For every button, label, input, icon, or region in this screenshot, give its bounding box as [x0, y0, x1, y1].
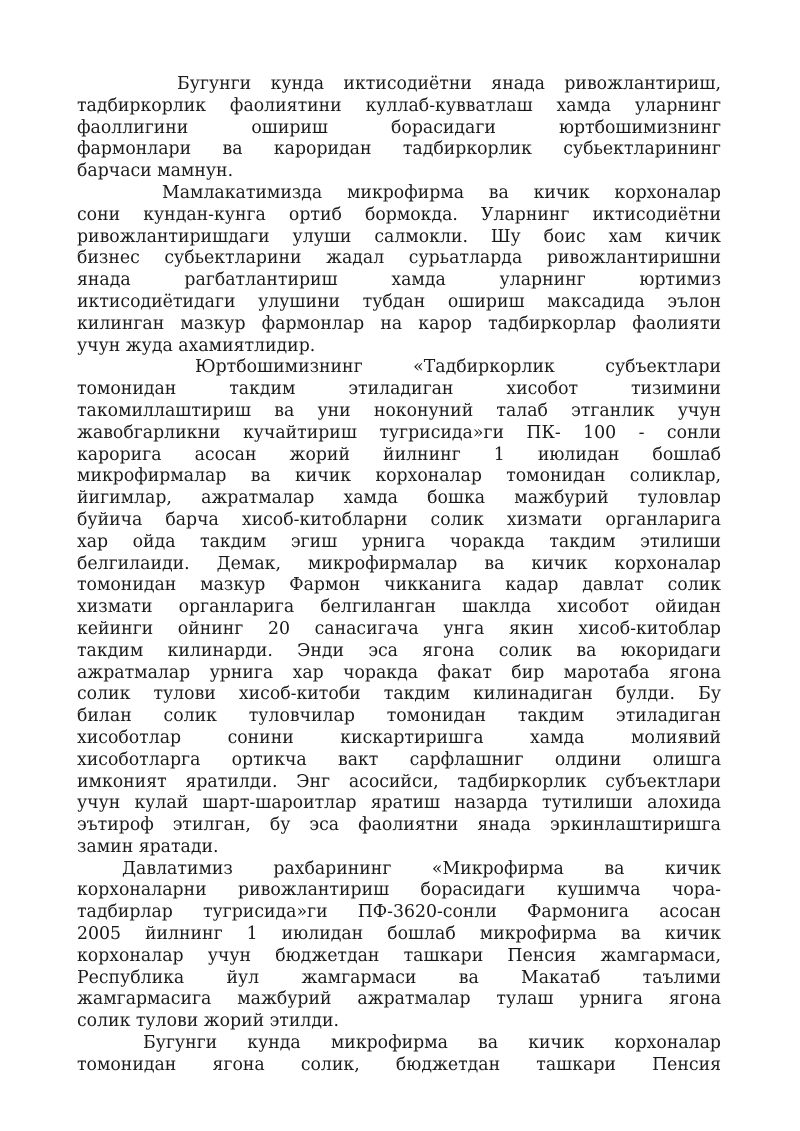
text-line: Мамлакатимизда микрофирма ва кичик корхоналар	[162, 182, 721, 203]
paragraph	[77, 183, 721, 357]
text-line: учун кулай шарт-шароитлар яратиш назарда тутилиши алохида	[77, 793, 721, 814]
paragraph	[77, 74, 721, 183]
document-body	[77, 74, 721, 1077]
text-line: фаоллигини ошириш борасидаги юртбошимизнинг	[77, 117, 721, 138]
text-line: жавобгарликни кучайтириш тугрисида»ги ПК- 100 - сонли	[77, 422, 721, 443]
text-line: карорига асосан жорий йилнинг 1 июлидан бошлаб	[77, 444, 721, 465]
text-line: Бугунги кунда микрофирма ва кичик корхоналар	[143, 1033, 721, 1054]
text-line: Бугунги кунда иктисодиётни янада ривожлантириш,	[177, 74, 721, 94]
text-line: кейинги ойнинг 20 санасигача унга якин хисоб-китоблар	[77, 618, 721, 639]
text-line: бизнес субьектларини жадал сурьатларда ривожлантиришни	[77, 248, 721, 269]
text-line: фармонлари ва кароридан тадбиркорлик субьектларининг	[77, 139, 721, 160]
text-line: эътироф этилган, бу эса фаолиятни янада эркинлаштиришга	[77, 815, 721, 836]
text-line: тадбирлар тугрисида»ги ПФ-3620-сонли Фармонига асосан	[77, 902, 721, 923]
text-line: билан солик туловчилар томонидан такдим этиладиган	[77, 706, 721, 727]
text-line: такомиллаштириш ва уни ноконуний талаб этганлик учун	[77, 400, 721, 421]
text-line: солик тулови хисоб-китоби такдим килинадиган булди. Бу	[77, 684, 721, 705]
text-line: хизмати органларига белгиланган шаклда хисобот ойидан	[77, 597, 721, 618]
text-line: сони кундан-кунга ортиб бормокда. Уларнинг иктисодиётни	[77, 204, 721, 225]
text-line: Давлатимиз рахбарининг «Микрофирма ва кичик	[122, 858, 721, 879]
text-line: барчаси мамнун.	[77, 161, 234, 182]
text-line: томонидан мазкур Фармон чикканига кадар давлат солик	[77, 575, 721, 596]
text-line: такдим килинарди. Энди эса ягона солик ва юкоридаги	[77, 640, 721, 661]
text-line: белгилаиди. Демак, микрофирмалар ва кичик корхоналар	[77, 553, 721, 574]
text-line: 2005 йилнинг 1 июлидан бошлаб микрофирма ва кичик	[77, 924, 721, 945]
text-line: йигимлар, ажратмалар хамда бошка мажбурий туловлар	[77, 488, 721, 509]
text-line: замин яратади.	[77, 836, 219, 857]
text-line: хисоботларга ортикча вакт сарфлашниг олдини олишга	[77, 749, 721, 770]
text-line: ривожлантиришдаги улуши салмокли. Шу боис хам кичик	[77, 226, 721, 247]
text-line: ажратмалар урнига хар чоракда факат бир маротаба ягона	[77, 662, 721, 683]
text-line: килинган мазкур фармонлар на карор тадбиркорлар фаолияти	[77, 313, 721, 334]
text-line: жамгармасига мажбурий ажратмалар тулаш урнига ягона	[77, 989, 721, 1010]
text-line: янада рагбатлантириш хамда уларнинг юртимиз	[77, 270, 721, 291]
text-line: буйича барча хисоб-китобларни солик хизмати органларига	[77, 509, 721, 530]
text-line: хар ойда такдим эгиш урнига чоракда такдим этилиши	[77, 531, 721, 552]
text-line: хисоботлар сонини кискартиришга хамда молиявий	[77, 727, 721, 748]
text-line: тадбиркорлик фаолиятини куллаб-кувватлаш хамда уларнинг	[77, 95, 721, 116]
text-line: томонидан ягона солик, бюджетдан ташкари Пенсия	[77, 1054, 721, 1075]
paragraph	[77, 357, 721, 858]
text-line: корхоналар учун бюджетдан ташкари Пенсия жамгармаси,	[77, 945, 721, 966]
text-line: микрофирмалар ва кичик корхоналар томонидан соликлар,	[77, 466, 721, 487]
text-line: томонидан такдим этиладиган хисобот тизимини	[77, 379, 721, 400]
text-line: учун жуда ахамиятлидир.	[77, 335, 316, 356]
text-line: имконият яратилди. Энг асосийси, тадбиркорлик субъектлари	[77, 771, 721, 792]
text-line: Республика йул жамгармаси ва Макатаб таълими	[77, 967, 721, 988]
text-line: солик тулови жорий этилди.	[77, 1011, 340, 1032]
text-line: иктисодиётидаги улушини тубдан ошириш максадида эълон	[77, 291, 721, 312]
paragraph	[77, 1033, 721, 1077]
paragraph	[77, 859, 721, 1033]
text-line: Юртбошимизнинг «Тадбиркорлик субъектлари	[195, 357, 721, 378]
text-line: корхоналарни ривожлантириш борасидаги кушимча чора-	[77, 880, 721, 901]
